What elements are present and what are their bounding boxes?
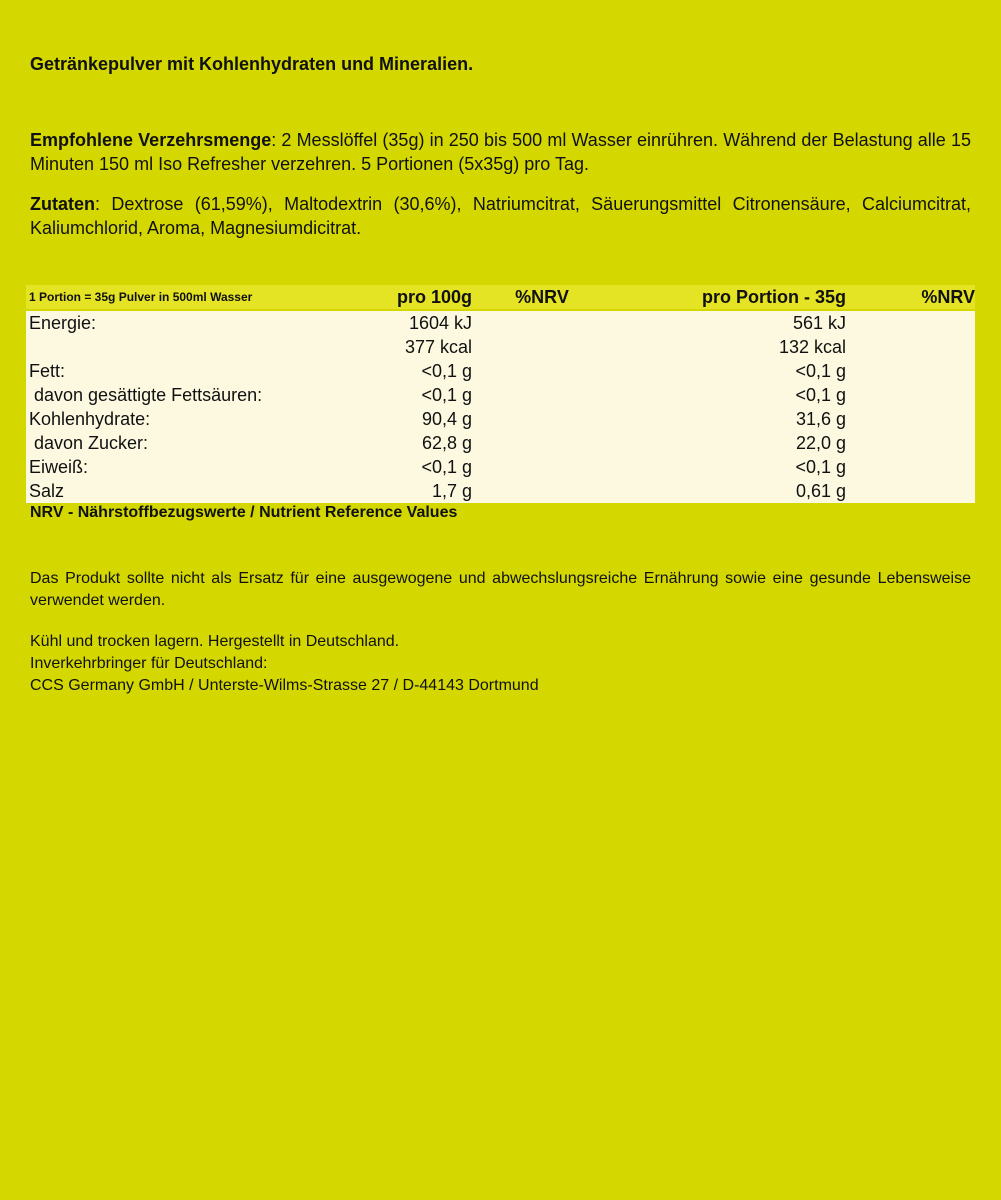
value-per-portion: <0,1 g xyxy=(612,455,846,479)
header-per-100g: pro 100g xyxy=(356,285,472,309)
row-label: Energie: xyxy=(26,311,356,335)
nrv-per-portion xyxy=(846,359,975,383)
header-portion-info: 1 Portion = 35g Pulver in 500ml Wasser xyxy=(26,285,356,309)
table-row xyxy=(26,455,975,479)
distributor-label: Inverkehrbringer für Deutschland: xyxy=(30,655,268,672)
row-label: davon gesättigte Fettsäuren: xyxy=(26,383,356,407)
value-per-portion: <0,1 g xyxy=(612,383,846,407)
row-label: Kohlenhydrate: xyxy=(26,407,356,431)
table-row xyxy=(26,311,975,335)
row-label: Eiweiß: xyxy=(26,455,356,479)
nrv-per-100g xyxy=(472,407,612,431)
product-title: Getränkepulver mit Kohlenhydraten und Mineralien. xyxy=(30,54,474,74)
nrv-per-100g xyxy=(472,455,612,479)
storage-block xyxy=(30,631,971,697)
header-per-portion: pro Portion - 35g xyxy=(612,285,846,309)
disclaimer-text: Das Produkt sollte nicht als Ersatz für eine ausgewogene und abwechslungsreiche Ernährung sowie eine gesunde Lebensweise verwendet werden. xyxy=(30,570,971,609)
value-per-portion: <0,1 g xyxy=(612,359,846,383)
header-nrv-100g: %NRV xyxy=(472,285,612,309)
nrv-per-portion xyxy=(846,455,975,479)
row-label xyxy=(26,335,356,359)
nrv-per-portion xyxy=(846,479,975,503)
value-per-portion: 31,6 g xyxy=(612,407,846,431)
value-per-100g: <0,1 g xyxy=(356,359,472,383)
row-label: Fett: xyxy=(26,359,356,383)
ingredients-label: Zutaten xyxy=(30,194,95,214)
value-per-100g: 1604 kJ xyxy=(356,311,472,335)
nrv-per-100g xyxy=(472,311,612,335)
header-nrv-portion: %NRV xyxy=(846,285,975,309)
table-row xyxy=(26,359,975,383)
nrv-per-portion xyxy=(846,431,975,455)
row-label: davon Zucker: xyxy=(26,431,356,455)
value-per-100g: <0,1 g xyxy=(356,455,472,479)
table-row xyxy=(26,335,975,359)
dosage-label: Empfohlene Verzehrsmenge xyxy=(30,130,272,150)
table-row xyxy=(26,407,975,431)
value-per-portion: 132 kcal xyxy=(612,335,846,359)
table-row xyxy=(26,383,975,407)
nrv-per-100g xyxy=(472,359,612,383)
value-per-portion: 22,0 g xyxy=(612,431,846,455)
row-label: Salz xyxy=(26,479,356,503)
value-per-100g: <0,1 g xyxy=(356,383,472,407)
nutrition-table-header xyxy=(26,285,975,309)
nrv-per-100g xyxy=(472,335,612,359)
storage-line: Kühl und trocken lagern. Hergestellt in Deutschland. xyxy=(30,633,400,650)
nrv-footnote: NRV - Nährstoffbezugswerte / Nutrient Reference Values xyxy=(30,504,458,521)
value-per-100g: 90,4 g xyxy=(356,407,472,431)
distributor-address: CCS Germany GmbH / Unterste-Wilms-Strasse 27 / D-44143 Dortmund xyxy=(30,677,539,694)
value-per-100g: 1,7 g xyxy=(356,479,472,503)
value-per-portion: 0,61 g xyxy=(612,479,846,503)
nrv-per-portion xyxy=(846,311,975,335)
nrv-per-portion xyxy=(846,383,975,407)
nutrition-table xyxy=(26,285,975,503)
nrv-per-100g xyxy=(472,479,612,503)
value-per-100g: 377 kcal xyxy=(356,335,472,359)
dosage-text: : 2 Messlöffel (35g) in 250 bis 500 ml Wasser einrühren. Während der Belastung alle 15 Minuten 150 ml Iso Refresher verzehren. 5 Portionen (5x35g) pro Tag. xyxy=(30,130,971,174)
dosage-paragraph xyxy=(30,128,971,176)
table-row xyxy=(26,431,975,455)
nrv-per-100g xyxy=(472,431,612,455)
ingredients-paragraph xyxy=(30,192,971,240)
nrv-per-portion xyxy=(846,407,975,431)
nrv-per-portion xyxy=(846,335,975,359)
ingredients-text: : Dextrose (61,59%), Maltodextrin (30,6%), Natriumcitrat, Säuerungsmittel Citronensäure, Calciumcitrat, Kaliumchlorid, Aroma, Magnesiumdicitrat. xyxy=(30,194,971,238)
value-per-portion: 561 kJ xyxy=(612,311,846,335)
value-per-100g: 62,8 g xyxy=(356,431,472,455)
table-row xyxy=(26,479,975,503)
nrv-per-100g xyxy=(472,383,612,407)
